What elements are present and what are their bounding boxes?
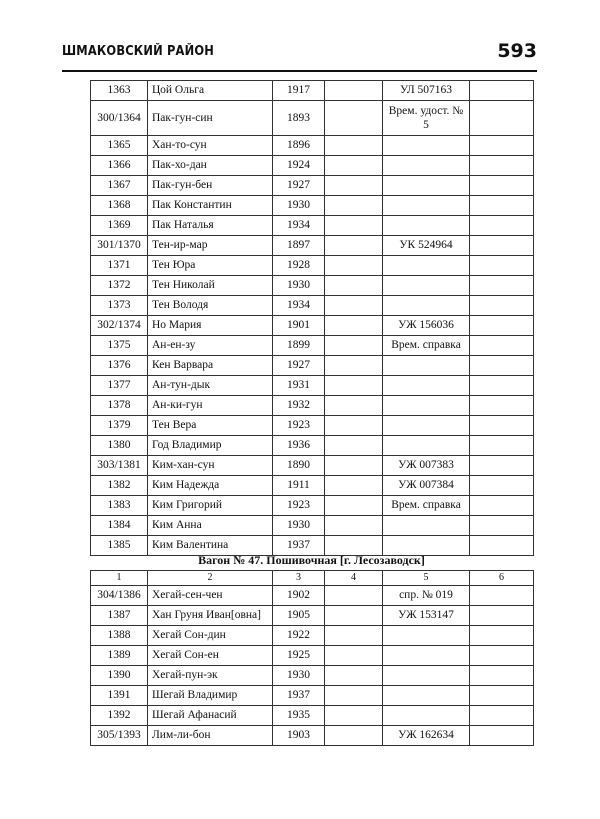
table-cell: [325, 586, 383, 606]
table-row: [91, 356, 534, 376]
table-cell: [470, 316, 534, 336]
table-cell: [470, 276, 534, 296]
table-cell: УК 524964: [383, 236, 470, 256]
table-cell: Хегай Сон-дин: [148, 626, 273, 646]
column-number: 3: [273, 571, 325, 586]
table-cell: 303/1381: [91, 456, 148, 476]
table-cell: УЖ 162634: [383, 726, 470, 746]
table-cell: [383, 396, 470, 416]
table-cell: Пак-хо-дан: [148, 156, 273, 176]
table-cell: [470, 666, 534, 686]
table-row: [91, 256, 534, 276]
table-cell: 1380: [91, 436, 148, 456]
table-cell: [470, 456, 534, 476]
table-cell: [470, 586, 534, 606]
table-row: [91, 396, 534, 416]
table-cell: [470, 136, 534, 156]
table-cell: 302/1374: [91, 316, 148, 336]
table-cell: 1924: [273, 156, 325, 176]
table-cell: 1930: [273, 196, 325, 216]
table-cell: [383, 156, 470, 176]
table-cell: 1911: [273, 476, 325, 496]
table-cell: Но Мария: [148, 316, 273, 336]
table-cell: 1931: [273, 376, 325, 396]
table-cell: Ан-ен-зу: [148, 336, 273, 356]
table-row: [91, 646, 534, 666]
table-cell: [325, 606, 383, 626]
table-cell: [470, 686, 534, 706]
table-cell: 1368: [91, 196, 148, 216]
table-cell: [470, 496, 534, 516]
table-cell: Год Владимир: [148, 436, 273, 456]
table-cell: Ким Анна: [148, 516, 273, 536]
table-row: [91, 516, 534, 536]
table-cell: УЛ 507163: [383, 81, 470, 101]
table-cell: Тен Юра: [148, 256, 273, 276]
table-cell: Кен Варвара: [148, 356, 273, 376]
table-cell: [325, 296, 383, 316]
table-cell: 1902: [273, 586, 325, 606]
table-cell: 1890: [273, 456, 325, 476]
table-cell: 1930: [273, 666, 325, 686]
table-cell: 1903: [273, 726, 325, 746]
column-number: 4: [325, 571, 383, 586]
table-cell: 1390: [91, 666, 148, 686]
table-cell: Хегай-пун-эк: [148, 666, 273, 686]
table-cell: 1388: [91, 626, 148, 646]
table-cell: [325, 136, 383, 156]
table-cell: [325, 81, 383, 101]
page-header: [62, 42, 537, 68]
table-cell: [383, 136, 470, 156]
column-number: 5: [383, 571, 470, 586]
table-cell: [325, 436, 383, 456]
table-cell: Тен Володя: [148, 296, 273, 316]
table-cell: [325, 196, 383, 216]
table-row: [91, 626, 534, 646]
table-row: [91, 216, 534, 236]
table-row: [91, 196, 534, 216]
table-row: [91, 176, 534, 196]
table-cell: [383, 356, 470, 376]
table-cell: [470, 416, 534, 436]
table-cell: Лим-ли-бон: [148, 726, 273, 746]
table-cell: 1930: [273, 516, 325, 536]
table-cell: [325, 236, 383, 256]
table-cell: [325, 666, 383, 686]
table-cell: [470, 336, 534, 356]
table-cell: [325, 516, 383, 536]
table-row: [91, 156, 534, 176]
table-cell: 1377: [91, 376, 148, 396]
table-cell: [470, 81, 534, 101]
table-cell: 1366: [91, 156, 148, 176]
table-cell: [470, 176, 534, 196]
table-cell: 1391: [91, 686, 148, 706]
table-cell: 1893: [273, 101, 325, 136]
table-cell: [470, 516, 534, 536]
column-number: 6: [470, 571, 534, 586]
table-cell: 1383: [91, 496, 148, 516]
table-cell: [470, 216, 534, 236]
table-cell: 1372: [91, 276, 148, 296]
column-number: 1: [91, 571, 148, 586]
table-row: [91, 666, 534, 686]
table-cell: 1905: [273, 606, 325, 626]
table-row: [91, 686, 534, 706]
table-cell: Хегай-сен-чен: [148, 586, 273, 606]
table-cell: Врем. справка: [383, 336, 470, 356]
table-cell: Врем. удост. № 5: [383, 101, 470, 136]
table-cell: 1365: [91, 136, 148, 156]
header-divider: [62, 70, 537, 72]
table-cell: [470, 706, 534, 726]
table-cell: [383, 196, 470, 216]
table-cell: 1375: [91, 336, 148, 356]
table-cell: 1934: [273, 296, 325, 316]
table-cell: Пак Наталья: [148, 216, 273, 236]
table-cell: Врем. справка: [383, 496, 470, 516]
table-cell: [383, 626, 470, 646]
table-cell: 300/1364: [91, 101, 148, 136]
table-row: [91, 606, 534, 626]
table-cell: [470, 476, 534, 496]
table-cell: 1369: [91, 216, 148, 236]
table-cell: Ан-тун-дык: [148, 376, 273, 396]
table-cell: [383, 646, 470, 666]
table-cell: Ким Надежда: [148, 476, 273, 496]
table-row: [91, 81, 534, 101]
table-cell: 1927: [273, 176, 325, 196]
table-cell: [383, 516, 470, 536]
table-cell: [470, 101, 534, 136]
table-row: [91, 726, 534, 746]
table-row: [91, 101, 534, 136]
table-cell: Пак-гун-син: [148, 101, 273, 136]
table-cell: [325, 476, 383, 496]
table-cell: [383, 376, 470, 396]
table-row: [91, 706, 534, 726]
table-cell: [470, 646, 534, 666]
table-cell: [470, 256, 534, 276]
table-cell: Ан-ки-гун: [148, 396, 273, 416]
table-cell: 1373: [91, 296, 148, 316]
table-cell: Тен-ир-мар: [148, 236, 273, 256]
page-number: 593: [497, 40, 537, 62]
table-row: [91, 586, 534, 606]
table-cell: [470, 156, 534, 176]
table-row: [91, 436, 534, 456]
table-cell: [383, 706, 470, 726]
table-cell: 1925: [273, 646, 325, 666]
table-cell: спр. № 019: [383, 586, 470, 606]
table-row: [91, 456, 534, 476]
table-cell: Тен Николай: [148, 276, 273, 296]
column-number-row: [91, 571, 534, 586]
table-cell: 1937: [273, 686, 325, 706]
table-row: [91, 476, 534, 496]
table-cell: [470, 606, 534, 626]
table-cell: [325, 646, 383, 666]
table-cell: 304/1386: [91, 586, 148, 606]
table-cell: Ким Валентина: [148, 536, 273, 556]
table-cell: [325, 416, 383, 436]
table-cell: [325, 396, 383, 416]
table-cell: 1937: [273, 536, 325, 556]
table-cell: [383, 276, 470, 296]
table-cell: 1934: [273, 216, 325, 236]
table-row: [91, 336, 534, 356]
table-cell: Пак-гун-бен: [148, 176, 273, 196]
section-heading: Вагон № 47. Пошивочная [г. Лесозаводск]: [198, 553, 425, 567]
table-cell: 1367: [91, 176, 148, 196]
table-cell: [383, 436, 470, 456]
table-cell: [325, 176, 383, 196]
table-cell: 1923: [273, 496, 325, 516]
table-cell: [325, 356, 383, 376]
table-cell: 1385: [91, 536, 148, 556]
table-cell: [383, 686, 470, 706]
table-cell: [325, 686, 383, 706]
table-cell: УЖ 153147: [383, 606, 470, 626]
table-cell: [470, 726, 534, 746]
table-cell: [383, 296, 470, 316]
table-cell: Тен Вера: [148, 416, 273, 436]
table-cell: [325, 706, 383, 726]
table-row: [91, 296, 534, 316]
table-cell: [325, 101, 383, 136]
table-cell: [325, 276, 383, 296]
table-row: [91, 496, 534, 516]
table-cell: Ким-хан-сун: [148, 456, 273, 476]
table-cell: Пак Константин: [148, 196, 273, 216]
table-cell: [470, 236, 534, 256]
page-title: ШМАКОВСКИЙ РАЙОН: [62, 44, 214, 59]
table-cell: [383, 416, 470, 436]
table-cell: [470, 196, 534, 216]
table-cell: 1923: [273, 416, 325, 436]
table-cell: [325, 256, 383, 276]
table-cell: [325, 456, 383, 476]
table-cell: [325, 316, 383, 336]
table-cell: [470, 356, 534, 376]
table-cell: УЖ 156036: [383, 316, 470, 336]
table-cell: Хан-то-сун: [148, 136, 273, 156]
table-cell: 1376: [91, 356, 148, 376]
table-cell: 1922: [273, 626, 325, 646]
table-cell: [470, 296, 534, 316]
table-cell: 1371: [91, 256, 148, 276]
table-row: [91, 316, 534, 336]
table-cell: 1379: [91, 416, 148, 436]
table-cell: [383, 666, 470, 686]
table-cell: 1936: [273, 436, 325, 456]
table-cell: УЖ 007384: [383, 476, 470, 496]
table-cell: Шегай Афанасий: [148, 706, 273, 726]
table-cell: 1928: [273, 256, 325, 276]
table-cell: 1387: [91, 606, 148, 626]
table-cell: Шегай Владимир: [148, 686, 273, 706]
table-cell: 1363: [91, 81, 148, 101]
table-cell: 1927: [273, 356, 325, 376]
table-cell: 1932: [273, 396, 325, 416]
table-cell: [383, 216, 470, 236]
table-cell: [383, 256, 470, 276]
table-cell: Ким Григорий: [148, 496, 273, 516]
column-number: 2: [148, 571, 273, 586]
table-cell: 1382: [91, 476, 148, 496]
table-cell: [325, 726, 383, 746]
table-cell: 1935: [273, 706, 325, 726]
table-cell: [383, 176, 470, 196]
table-cell: УЖ 007383: [383, 456, 470, 476]
table-cell: [325, 496, 383, 516]
table-cell: [325, 336, 383, 356]
table-cell: 1384: [91, 516, 148, 536]
register-table-top: [90, 80, 534, 556]
table-cell: 1899: [273, 336, 325, 356]
table-cell: 1897: [273, 236, 325, 256]
table-cell: 1378: [91, 396, 148, 416]
table-cell: 305/1393: [91, 726, 148, 746]
table-cell: [325, 626, 383, 646]
table-cell: [325, 156, 383, 176]
table-cell: 1389: [91, 646, 148, 666]
table-cell: 1930: [273, 276, 325, 296]
table-row: [91, 136, 534, 156]
table-cell: Цой Ольга: [148, 81, 273, 101]
table-row: [91, 416, 534, 436]
table-row: [91, 236, 534, 256]
table-cell: Хан Груня Иван[овна]: [148, 606, 273, 626]
table-cell: [325, 216, 383, 236]
table-cell: [470, 396, 534, 416]
table-cell: [470, 436, 534, 456]
table-cell: 1896: [273, 136, 325, 156]
table-cell: 301/1370: [91, 236, 148, 256]
table-cell: 1901: [273, 316, 325, 336]
table-row: [91, 276, 534, 296]
table-row: [91, 376, 534, 396]
table-cell: [470, 376, 534, 396]
table-cell: [470, 626, 534, 646]
register-table-bottom: [90, 570, 534, 746]
table-cell: 1917: [273, 81, 325, 101]
table-cell: 1392: [91, 706, 148, 726]
table-cell: Хегай Сон-ен: [148, 646, 273, 666]
table-cell: [325, 376, 383, 396]
